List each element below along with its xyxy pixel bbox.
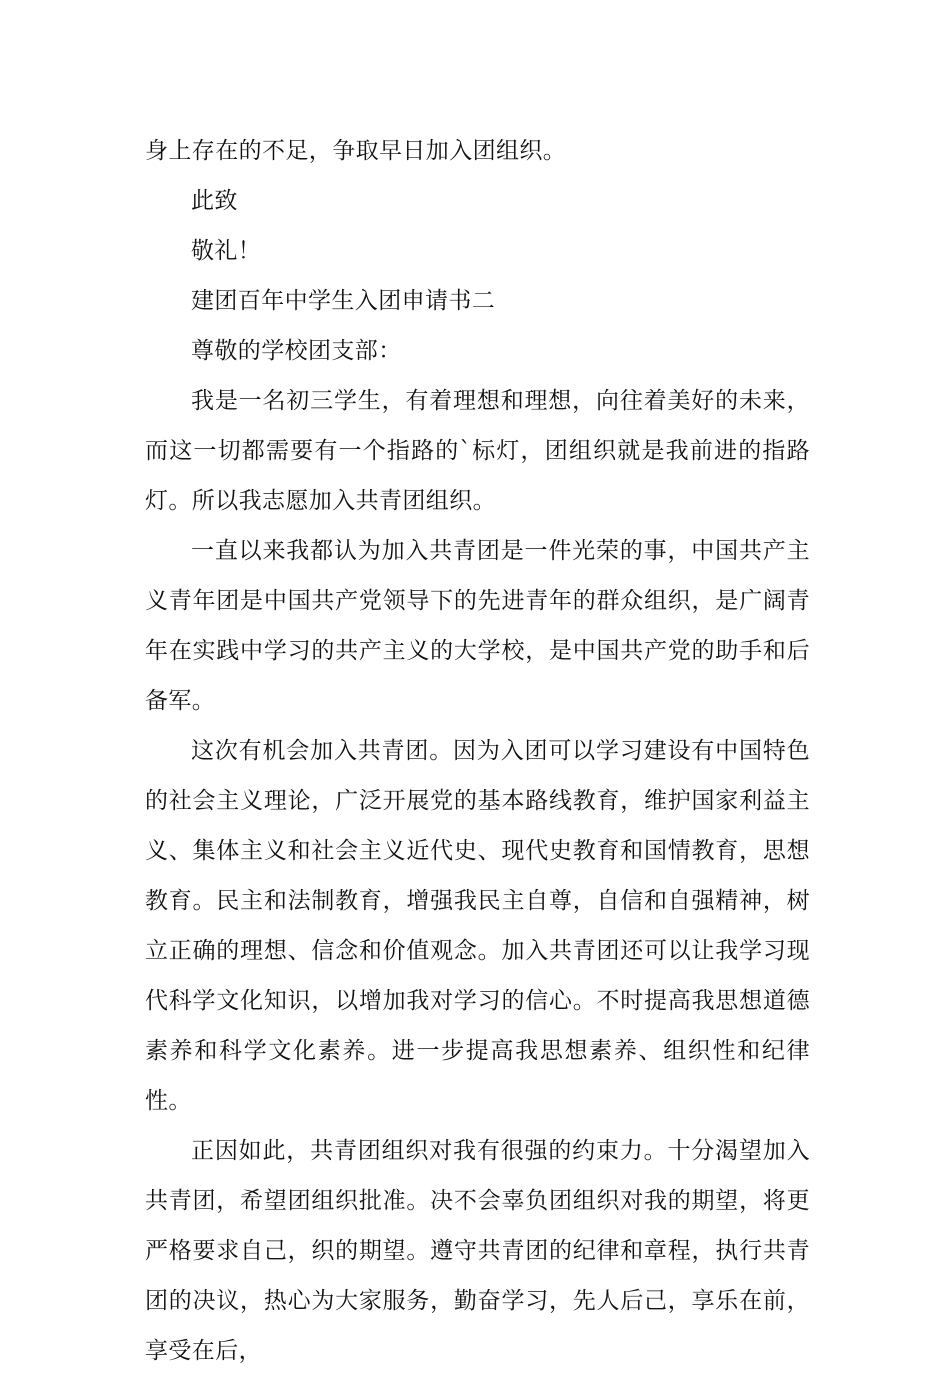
- paragraph-body-3: 这次有机会加入共青团。因为入团可以学习建设有中国特色的社会主义理论，广泛开展党的基本路线教育，维护国家利益主义、集体主义和社会主义近代史、现代史教育和国情教育，思想教育。民主和法制教育，增强我民主自尊，自信和自强精神，树立正确的理想、信念和价值观念。加入共青团还可以让我学习现代科学文化知识，以增加我对学习的信心。不时提高我思想道德素养和科学文化素养。进一步提高我思想素养、组织性和纪律性。: [145, 738, 810, 1114]
- paragraph-salutation: 此致: [191, 188, 238, 214]
- paragraph-addressee: 尊敬的学校团支部：: [191, 338, 402, 364]
- paragraph-body-4: 正因如此，共青团组织对我有很强的约束力。十分渴望加入共青团，希望团组织批准。决不会辜负团组织对我的期望，将更严格要求自己，织的期望。遵守共青团的纪律和章程，执行共青团的决议，热心为大家服务，勤奋学习，先人后己，享乐在前，享受在后，: [145, 1138, 810, 1364]
- paragraph-heading: 建团百年中学生入团申请书二: [191, 288, 496, 314]
- paragraph-continuation: 身上存在的不足，争取早日加入团组织。: [145, 138, 567, 164]
- paragraph-regards: 敬礼！: [191, 238, 262, 264]
- paragraph-body-1: 我是一名初三学生，有着理想和理想，向往着美好的未来，而这一切都需要有一个指路的`标灯，团组织就是我前进的指路灯。所以我志愿加入共青团组织。: [145, 388, 810, 514]
- paragraph-body-2: 一直以来我都认为加入共青团是一件光荣的事，中国共产主义青年团是中国共产党领导下的先进青年的群众组织，是广阔青年在实践中学习的共产主义的大学校，是中国共产党的助手和后备军。: [145, 538, 810, 714]
- document-body: [145, 126, 810, 1376]
